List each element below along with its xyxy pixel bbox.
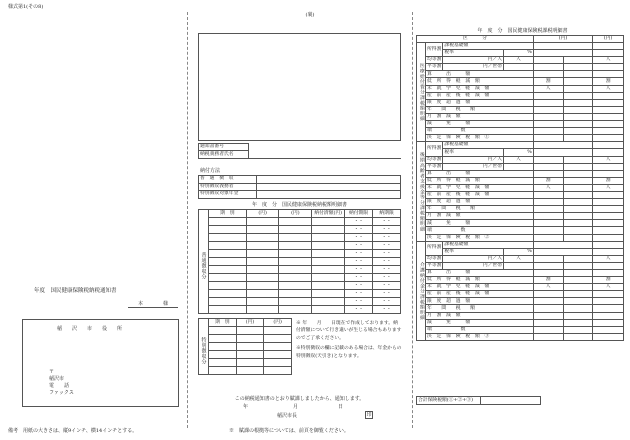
row-nenkan: 年 間 税 額	[425, 106, 533, 113]
row-per-house: 円／世帯	[443, 163, 504, 170]
notice-title: 年度 国民健康保険税納税通知書	[34, 288, 117, 294]
note-asterisk: ※	[296, 321, 301, 326]
row-byodo: 平等割	[426, 163, 442, 169]
dash: ・・	[373, 306, 401, 314]
col-persons: 人	[593, 57, 624, 64]
dash: ・・	[345, 226, 373, 234]
row-kinto: 均等割	[426, 156, 442, 162]
office-heading: 稲 沢 市 役 所	[57, 326, 123, 332]
table-row	[417, 248, 624, 255]
row-per-house: 円／世帯	[443, 64, 504, 71]
row-zeiritsu: 税率	[443, 248, 504, 255]
payment-method-table	[198, 175, 401, 199]
decision-text: この納税通知書のとおり賦課しましたから、通知します。	[234, 396, 365, 402]
table-row	[417, 163, 624, 170]
header-kubun: 区 分	[417, 36, 534, 43]
table-row	[417, 191, 624, 198]
reverse-mark: (裏)	[305, 12, 315, 18]
table-row	[417, 333, 624, 340]
row-teishotoku: 低 所 得 軽 減 額	[425, 177, 533, 184]
section-subtotal: 決 定 保 険 税 額 ③	[425, 333, 533, 340]
fold-line-right	[412, 12, 413, 428]
row-hasu: 端 数	[425, 128, 533, 135]
row-per-house: 円／世帯	[443, 262, 504, 269]
note-text2: ※特別徴収の欄に記載のある場合は、年金からの特別徴収(天引き)となります。	[296, 346, 402, 359]
office-box	[22, 319, 179, 407]
row-mishugaku: 未 就 学 児 軽 減 額	[425, 284, 533, 291]
col-persons: 人	[593, 156, 624, 163]
table-row	[417, 262, 624, 269]
table-row	[417, 177, 624, 184]
row-sanzen: 産 前 産 後 軽 減 額	[425, 92, 533, 99]
table-row	[417, 57, 624, 64]
col-wari: 割	[593, 78, 624, 85]
row-kazei: 課税基礎額	[443, 43, 533, 50]
dash: ・・	[345, 218, 373, 226]
table-row	[417, 241, 624, 248]
col-persons: 人	[533, 85, 563, 92]
row-sannyu: 算 出 額	[425, 170, 533, 177]
dash: ・・	[373, 242, 401, 250]
col-persons: 人	[593, 85, 624, 92]
table-row	[199, 218, 401, 226]
col-wari: 割	[533, 277, 563, 284]
table-row	[417, 298, 624, 305]
col-persons: 人	[504, 156, 534, 163]
sched-h-deadline: 納期限	[373, 210, 401, 218]
table-row	[417, 156, 624, 163]
date-month: 月	[293, 404, 299, 410]
row-mishugaku: 未 就 学 児 軽 減 額	[425, 85, 533, 92]
dash: ・・	[373, 226, 401, 234]
table-row	[199, 274, 401, 282]
row-sanzen: 産 前 産 後 軽 減 額	[425, 291, 533, 298]
table-row	[417, 277, 624, 284]
dash: ・・	[373, 250, 401, 258]
date-year: 年	[243, 404, 249, 410]
table-row	[417, 92, 624, 99]
table-row	[417, 71, 624, 78]
row-byodo: 平等割	[426, 64, 442, 70]
table-row	[199, 250, 401, 258]
fold-line-left	[187, 12, 188, 428]
col-wari: 割	[593, 277, 624, 284]
dash: ・・	[345, 266, 373, 274]
col-wari: 割	[533, 177, 563, 184]
row-sannyu: 算 出 額	[425, 270, 533, 277]
table-row	[417, 234, 624, 241]
row-shotoku: 所得割	[425, 142, 442, 156]
table-row	[417, 255, 624, 262]
table-row	[417, 135, 624, 142]
table-row	[417, 78, 624, 85]
table-row	[417, 326, 624, 333]
table-row	[417, 213, 624, 220]
sched-h-paid: 納付済額(円)	[312, 210, 345, 218]
office-fax-label: ファックス	[49, 390, 74, 396]
row-teishotoku: 低 所 得 軽 減 額	[425, 78, 533, 85]
col-persons: 人	[593, 284, 624, 291]
table-row	[417, 319, 624, 326]
table-row	[417, 106, 624, 113]
notice-no-label: 通知書番号	[199, 144, 249, 151]
dash: ・・	[345, 290, 373, 298]
col-persons: 人	[504, 255, 534, 262]
sched-side-label: 普通徴収分	[199, 218, 209, 314]
row-kogaku: 限 度 超 過 額	[425, 99, 533, 106]
special-h-amount1: (円)	[236, 319, 264, 327]
dash: ・・	[373, 258, 401, 266]
postal-mark: 〒	[49, 369, 55, 375]
footnote: ※ 賦課の根拠等については、前頁を御覧ください。	[229, 428, 349, 434]
payment-method-pension: 特別徴収対象年金	[199, 191, 257, 199]
total-table	[416, 396, 624, 405]
dash: ・・	[373, 266, 401, 274]
table-row	[417, 284, 624, 291]
row-hasu: 端 数	[425, 326, 533, 333]
special-h-amount2: (円)	[264, 319, 292, 327]
note-block	[296, 320, 402, 360]
schedule-title: 年 度 分 国民健康保険税納税額明細書	[251, 202, 347, 208]
section-side-label: 後期高齢者支援金等分課税額明細	[417, 142, 426, 241]
table-row	[199, 226, 401, 234]
table-row	[417, 85, 624, 92]
table-row	[417, 113, 624, 120]
row-kazei: 課税基礎額	[443, 241, 533, 248]
row-pct: %	[504, 248, 534, 255]
dash: ・・	[345, 242, 373, 250]
dash: ・・	[345, 234, 373, 242]
col-persons: 人	[504, 57, 534, 64]
col-persons: 人	[593, 255, 624, 262]
payment-method-label: 納付方法	[200, 168, 221, 174]
table-row	[199, 306, 401, 314]
row-sanzen: 産 前 産 後 軽 減 額	[425, 191, 533, 198]
mayor-label: 稲沢市長	[277, 413, 298, 419]
total-label: 合計保険税額(①+②+③)	[417, 397, 481, 405]
header-unit-2: (円)	[593, 36, 624, 43]
dash: ・・	[373, 290, 401, 298]
col-wari: 割	[533, 78, 563, 85]
row-zeiritsu: 税率	[443, 149, 504, 156]
sched-h-amount2: (円)	[279, 210, 312, 218]
seal-mark: 印	[366, 412, 372, 418]
address-window	[198, 33, 401, 141]
row-byodo: 平等割	[426, 263, 442, 269]
dash: ・・	[345, 306, 373, 314]
taxpayer-label: 納税義務者氏名	[199, 151, 249, 159]
row-genmen: 減 免 額	[425, 220, 533, 227]
form-note: 備考 用紙の大きさは、縦9インチ、横14インチとする。	[8, 428, 138, 434]
table-row	[417, 64, 624, 71]
row-pct: %	[504, 149, 534, 156]
schedule-table	[198, 209, 401, 314]
sched-h-amount1: (円)	[246, 210, 279, 218]
table-row	[199, 290, 401, 298]
row-shotoku: 所得割	[425, 43, 442, 57]
special-side-label: 特別徴収分	[199, 327, 209, 375]
row-kinto: 均等割	[426, 57, 442, 63]
table-row	[417, 170, 624, 177]
table-row	[417, 305, 624, 312]
table-row	[199, 298, 401, 306]
payment-method-special: 特別徴収義務者	[199, 183, 257, 191]
dash: ・・	[345, 298, 373, 306]
row-kazei: 課税基礎額	[443, 142, 533, 149]
table-row	[417, 184, 624, 191]
office-tel-label: 電 話	[49, 383, 70, 389]
tax-detail-table	[416, 35, 624, 341]
row-hasu: 端 数	[425, 227, 533, 234]
row-zeiritsu: 税率	[443, 50, 504, 57]
row-mishugaku: 未 就 学 児 軽 減 額	[425, 184, 533, 191]
table-row	[199, 234, 401, 242]
header-unit-1: (円)	[533, 36, 592, 43]
row-nenkan: 年 間 税 額	[425, 206, 533, 213]
col-persons: 人	[593, 184, 624, 191]
addressee-label: 本 様	[128, 301, 178, 308]
sched-h-period: 期 別	[208, 210, 246, 218]
row-per-person: 円／人	[443, 57, 504, 64]
table-row	[417, 43, 624, 50]
row-genmen: 減 免 額	[425, 319, 533, 326]
dash: ・・	[373, 282, 401, 290]
note-text1: 年 月 日現在で作成しております。納付済額について行き違いが生じる場合もありますのでご了承ください。	[296, 321, 402, 341]
row-tsukiwari: 月 割 減 額	[425, 312, 533, 319]
dash: ・・	[373, 298, 401, 306]
section-side-label: 医療給付費分課税額明細	[417, 43, 426, 142]
section-subtotal: 決 定 保 険 税 額 ①	[425, 135, 533, 142]
row-tsukiwari: 月 割 減 額	[425, 213, 533, 220]
notice-info-table	[198, 143, 401, 159]
special-table	[198, 318, 292, 375]
row-genmen: 減 免 額	[425, 121, 533, 128]
row-pct: %	[504, 50, 534, 57]
table-row	[417, 270, 624, 277]
dash: ・・	[373, 234, 401, 242]
row-teishotoku: 低 所 得 軽 減 額	[425, 277, 533, 284]
row-tsukiwari: 月 割 減 額	[425, 113, 533, 120]
dash: ・・	[345, 274, 373, 282]
row-sannyu: 算 出 額	[425, 71, 533, 78]
table-row	[199, 258, 401, 266]
row-nenkan: 年 間 税 額	[425, 305, 533, 312]
table-row	[417, 291, 624, 298]
table-row	[199, 266, 401, 274]
row-kinto: 均等割	[426, 255, 442, 261]
col-persons: 人	[533, 184, 563, 191]
table-row	[417, 220, 624, 227]
dash: ・・	[373, 218, 401, 226]
row-shotoku: 所得割	[425, 241, 442, 255]
dash: ・・	[373, 274, 401, 282]
row-per-person: 円／人	[443, 156, 504, 163]
table-row	[199, 242, 401, 250]
table-row	[417, 199, 624, 206]
row-per-person: 円／人	[443, 255, 504, 262]
table-row	[417, 121, 624, 128]
row-kogaku: 限 度 超 過 額	[425, 298, 533, 305]
special-h-period: 期 別	[208, 319, 236, 327]
table-row	[417, 99, 624, 106]
row-kogaku: 限 度 超 過 額	[425, 199, 533, 206]
payment-method-ordinary: 普 通 徴 収	[199, 176, 257, 184]
table-row	[417, 50, 624, 57]
office-city: 稲沢市	[49, 376, 65, 382]
section-subtotal: 決 定 保 険 税 額 ②	[425, 234, 533, 241]
dash: ・・	[345, 282, 373, 290]
section-side-label: 介護納付金分課税額明細	[417, 241, 426, 340]
sched-h-due: 納付期限	[345, 210, 373, 218]
table-row	[417, 227, 624, 234]
date-day: 日	[338, 404, 344, 410]
table-row	[417, 206, 624, 213]
form-id: 様式第1(その8)	[8, 4, 44, 10]
dash: ・・	[345, 250, 373, 258]
dash: ・・	[345, 258, 373, 266]
table-row	[199, 282, 401, 290]
col-wari: 割	[593, 177, 624, 184]
table-row	[417, 128, 624, 135]
col-persons: 人	[533, 284, 563, 291]
table-row	[417, 149, 624, 156]
table-row	[417, 312, 624, 319]
table-row	[417, 142, 624, 149]
tax-detail-title: 年 度 分 国民健康保険税課税明細書	[477, 28, 568, 34]
